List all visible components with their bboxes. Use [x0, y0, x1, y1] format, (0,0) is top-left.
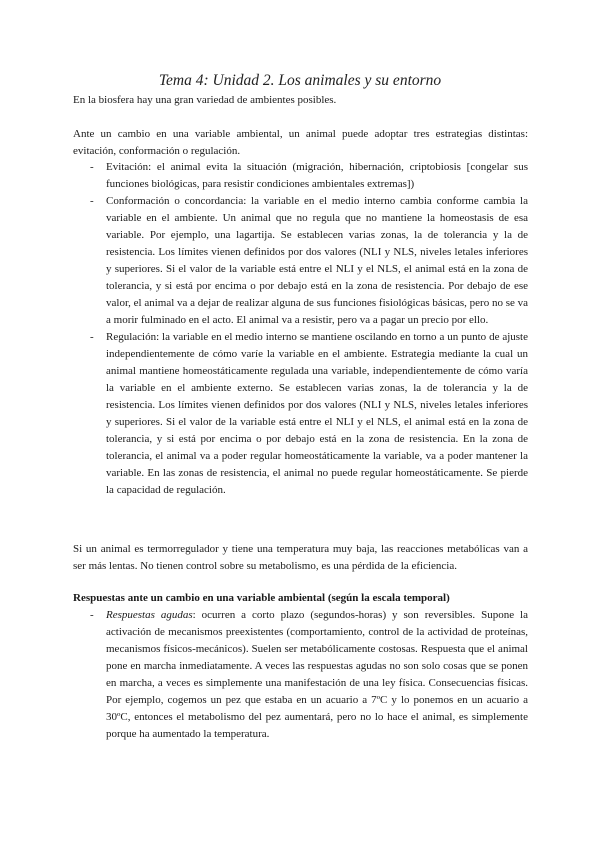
responses-list: [73, 607, 528, 743]
page-title: Tema 4: Unidad 2. Los animales y su entorno: [158, 72, 442, 89]
response-separator: :: [192, 609, 196, 621]
list-bullet: -: [90, 609, 94, 621]
list-item: [73, 193, 528, 329]
list-item: [73, 159, 528, 193]
strategies-list: [73, 159, 528, 499]
list-bullet: -: [90, 195, 94, 207]
response-text: ocurren a corto plazo (segundos-horas) y son reversibles. Supone la activación de mecanismos preexistentes (comportamiento, control de la actividad de proteínas, mecanismos físicos-mecánicos). Suelen ser metabólicamente costosas. Respuesta que el animal pone en marcha inmediatamente. A veces las respuestas agudas no son solo cosas que se ponen en marcha, a veces es simplemente una manifestación de una ley física. Consecuencias físicas. Por ejemplo, cogemos un pez que estaba en un acuario a 7ºC y lo ponemos en un acuario a 30ºC, entonces el metabolismo del pez aumentará, pero no lo hace el animal, es simplemente porque ha aumentado la temperatura.: [106, 609, 528, 740]
list-item: [73, 607, 528, 743]
strategy-evitacion: Evitación: el animal evita la situación (migración, hibernación, criptobiosis [congelar sus funciones biológicas, para resistir condiciones ambientales extremas]): [106, 161, 528, 190]
strategy-regulacion: Regulación: la variable en el medio interno se mantiene oscilando en torno a un punto de ajuste independientemente de cómo varíe la variable en el ambiente. Estrategia mediante la cual un animal mantiene homeostáticamente regulada una variable, independientemente de cómo varía la variable en el ambiente externo. Se establecen varias zonas, la de tolerancia y la de resistencia. Los límites vienen definidos por dos valores (NLI y NLS, niveles letales inferiores y superiores. Si el valor de la variable está entre el NLI y el NLS, el animal está en la zona de tolerancia, y si está por encima o por debajo está en la zona de resistencia. En la zona de tolerancia, el animal va a poder regular homeostáticamente la variable, va a poder mantener la variable. En las zonas de resistencia, el animal no puede regular homeostáticamente. Se pierde la capacidad de regulación.: [106, 331, 528, 496]
response-term: Respuestas agudas: [106, 609, 193, 621]
responses-heading: Respuestas ante un cambio en una variable ambiental (según la escala temporal): [73, 592, 450, 604]
strategy-conformacion: Conformación o concordancia: la variable en el medio interno cambia conforme cambia la variable en el ambiente. Un animal que no regula que no mantiene la homeostasis de esa variable. Por ejemplo, una lagartija. Se establecen varias zonas, la de tolerancia y la de resistencia. Los límites vienen definidos por dos valores (NLI y NLS, niveles letales inferiores y superiores. Si el valor de la variable está entre el NLI y el NLS, el animal está en la zona de tolerancia, y si está por encima o por debajo está en la zona de resistencia. Por debajo de ese valor, el animal va a dejar de realizar alguna de sus funciones fisiológicas básicas, pero no se va a morir fulminado en el acto. El animal va a resistir, pero va a pagar un precio por ello.: [106, 195, 528, 326]
intro-paragraph: En la biosfera hay una gran variedad de ambientes posibles.: [73, 94, 337, 106]
thermo-paragraph: Si un animal es termorregulador y tiene una temperatura muy baja, las reacciones metabólicas van a ser más lentas. No tienen control sobre su metabolismo, es una pérdida de la eficiencia.: [73, 543, 528, 572]
list-item: [73, 329, 528, 499]
list-bullet: -: [90, 331, 94, 343]
strategies-intro-paragraph: Ante un cambio en una variable ambiental, un animal puede adoptar tres estrategias distintas: evitación, conformación o regulación.: [73, 128, 528, 157]
list-bullet: -: [90, 161, 94, 173]
